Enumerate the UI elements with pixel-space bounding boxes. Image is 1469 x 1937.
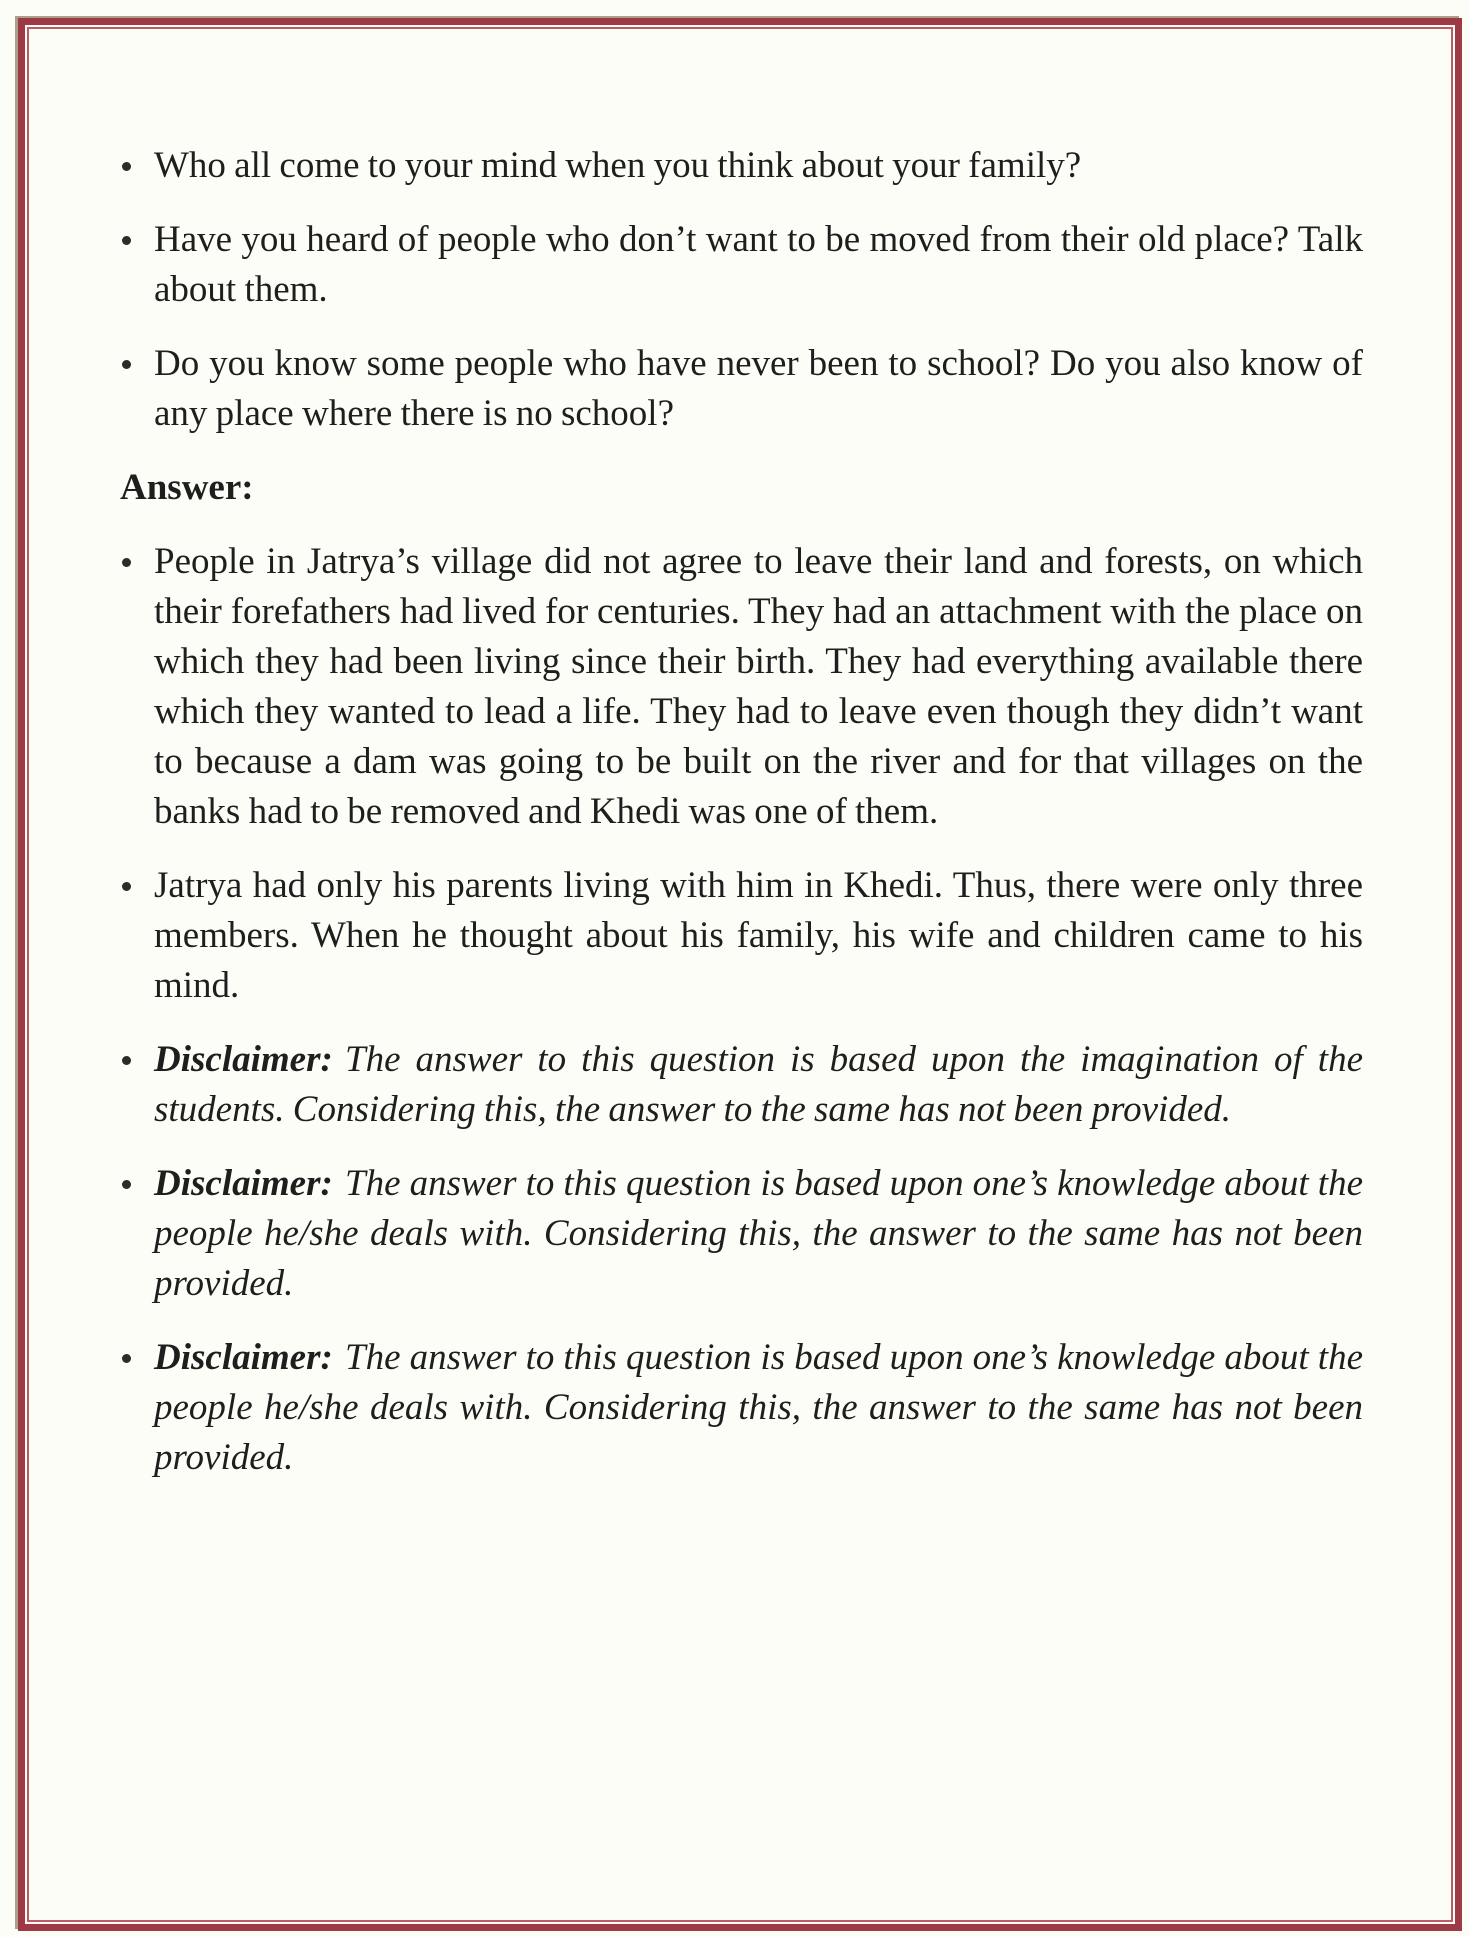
question-text: Who all come to your mind when you think about your family? bbox=[154, 145, 1082, 186]
bullet-icon bbox=[122, 882, 131, 891]
bullet-icon bbox=[122, 1354, 131, 1363]
answer-item bbox=[120, 537, 1363, 837]
question-item bbox=[120, 215, 1363, 315]
answer-heading: Answer: bbox=[120, 467, 254, 508]
answer-item bbox=[120, 861, 1363, 1011]
question-list bbox=[120, 141, 1363, 439]
bullet-icon bbox=[122, 558, 131, 567]
question-item bbox=[120, 141, 1363, 191]
disclaimer-label: Disclaimer: bbox=[154, 1163, 333, 1204]
question-text: Do you know some people who have never been to school? Do you also know of any place where there is no school? bbox=[154, 343, 1363, 434]
disclaimer-text: The answer to this question is based upon one’s knowledge about the people he/she deals with. Considering this, the answer to the same has not been provided. bbox=[154, 1337, 1363, 1478]
bullet-icon bbox=[122, 1056, 131, 1065]
page-border-frame bbox=[18, 18, 1462, 1931]
disclaimer-text: The answer to this question is based upon the imagination of the students. Considering this, the answer to the same has not been provided. bbox=[154, 1039, 1363, 1130]
bullet-icon bbox=[122, 162, 131, 171]
bullet-icon bbox=[122, 1180, 131, 1189]
bullet-icon bbox=[122, 236, 131, 245]
answer-text: Jatrya had only his parents living with him in Khedi. Thus, there were only three members. When he thought about his family, his wife and children came to his mind. bbox=[154, 865, 1363, 1006]
disclaimer-text: The answer to this question is based upon one’s knowledge about the people he/she deals with. Considering this, the answer to the same has not been provided. bbox=[154, 1163, 1363, 1304]
disclaimer-label: Disclaimer: bbox=[154, 1337, 333, 1378]
answer-list bbox=[120, 537, 1363, 1483]
page-content bbox=[29, 29, 1451, 1920]
disclaimer-label: Disclaimer: bbox=[154, 1039, 333, 1080]
question-text: Have you heard of people who don’t want to be moved from their old place? Talk about them. bbox=[154, 219, 1363, 310]
answer-text: People in Jatrya’s village did not agree to leave their land and forests, on which their forefathers had lived for centuries. They had an attachment with the place on which they had been living since their birth. They had everything available there which they wanted to lead a life. They had to leave even though they didn’t want to because a dam was going to be built on the river and for that villages on the banks had to be removed and Khedi was one of them. bbox=[154, 541, 1363, 832]
disclaimer-item bbox=[120, 1035, 1363, 1135]
page-border-inner-line bbox=[27, 27, 1453, 1922]
question-item bbox=[120, 339, 1363, 439]
disclaimer-item bbox=[120, 1159, 1363, 1309]
bullet-icon bbox=[122, 360, 131, 369]
disclaimer-item bbox=[120, 1333, 1363, 1483]
